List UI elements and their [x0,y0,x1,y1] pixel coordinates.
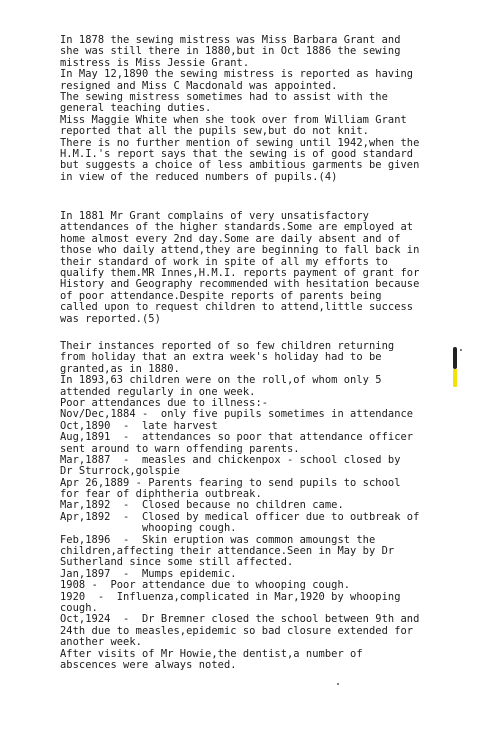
text-line: those who daily attend,they are beginning to fall back in [60,244,420,257]
text-line: resigned and Miss C Macdonald was appointed. [60,79,338,92]
text-line: In 1881 Mr Grant complains of very unsatisfactory [60,210,369,222]
text-line: mistress is Miss Jessie Grant. [60,56,250,69]
text-line: Nov/Dec,1884 - only five pupils sometimes in attendance [60,408,414,421]
text-line: attendances of the higher standards.Some are employed at [60,221,414,234]
text-line: Their instances reported of so few children returning [60,340,395,352]
paragraph-illness-attendance [60,341,470,671]
stray-dot [460,349,462,351]
text-line: their standard of work in spite of all my efforts to [60,255,388,268]
text-line: 24th due to measles,epidemic so bad closure extended for [60,624,414,637]
text-line: but suggests a choice of less ambitious garments be given [60,159,420,172]
text-line: In May 12,1890 the sewing mistress is reported as having [60,68,414,81]
text-line: she was still there in 1880,but in Oct 1886 the sewing [60,45,401,58]
text-line: Oct,1890 - late harvest [60,419,218,432]
text-line: H.M.I.'s report says that the sewing is of good standard [60,147,414,160]
text-line: home almost every 2nd day.Some are daily absent and of [60,232,401,245]
margin-highlight-mark [452,347,458,389]
text-line: granted,as in 1880. [60,362,180,375]
highlighter-mark [453,369,457,387]
text-line: Aug,1891 - attendances so poor that attendance officer [60,431,414,444]
text-line: sent around to warn offending parents. [60,442,300,455]
text-line: Dr Sturrock,golspie [60,465,180,478]
text-line: general teaching duties. [60,102,212,115]
text-line: another week. [60,636,142,649]
text-line: children,affecting their attendance.Seen in May by Dr [60,545,395,558]
text-line: 1908 - Poor attendance due to whooping cough. [60,579,351,592]
text-line: After visits of Mr Howie,the dentist,a number of [60,647,363,660]
text-line: 1920 - Influenza,complicated in Mar,1920 by whooping [60,590,401,603]
paragraph-sewing-mistress [60,35,470,183]
text-line: Feb,1896 - Skin eruption was common amoungst the [60,533,376,546]
text-line: Mar,1887 - measles and chickenpox - school closed by [60,453,401,466]
text-line: History and Geography recommended with hesitation because [60,278,420,291]
text-line: qualify them.MR Innes,H.M.I. reports payment of grant for [60,266,420,279]
text-line: Oct,1924 - Dr Bremner closed the school between 9th and [60,613,420,626]
text-line: Jan,1897 - Mumps epidemic. [60,567,237,580]
text-line: for fear of diphtheria outbreak. [60,488,262,501]
text-line: of poor attendance.Despite reports of parents being [60,289,382,302]
text-line: Miss Maggie White when she took over from William Grant [60,113,407,126]
text-line: cough. [60,601,98,614]
text-line: attended regularly in one week. [60,385,256,398]
stray-dot [337,683,339,685]
text-line: The sewing mistress sometimes had to assist with the [60,90,388,103]
text-line: In 1878 the sewing mistress was Miss Barbara Grant and [60,34,401,46]
paragraph-attendance-1881 [60,211,470,325]
text-line: from holiday that an extra week's holiday had to be [60,351,382,364]
text-line: Mar,1892 - Closed because no children came. [60,499,344,512]
text-line: Apr,1892 - Closed by medical officer due to outbreak of [60,510,420,523]
text-line: reported that all the pupils sew,but do not knit. [60,125,369,138]
text-line: In 1893,63 children were on the roll,of whom only 5 [60,374,382,387]
text-line: Sutherland since some still affected. [60,556,294,569]
text-line: in view of the reduced numbers of pupils.(4) [60,170,338,183]
text-line: was reported.(5) [60,312,161,325]
text-line: Apr 26,1889 - Parents fearing to send pupils to school [60,476,401,489]
margin-ink-mark [453,347,457,369]
text-line: called upon to request children to attend,little success [60,301,414,314]
text-line: Poor attendances due to illness:- [60,396,269,409]
text-line: abscences were always noted. [60,658,237,671]
text-line: whooping cough. [60,522,237,535]
text-line: There is no further mention of sewing until 1942,when the [60,136,420,149]
